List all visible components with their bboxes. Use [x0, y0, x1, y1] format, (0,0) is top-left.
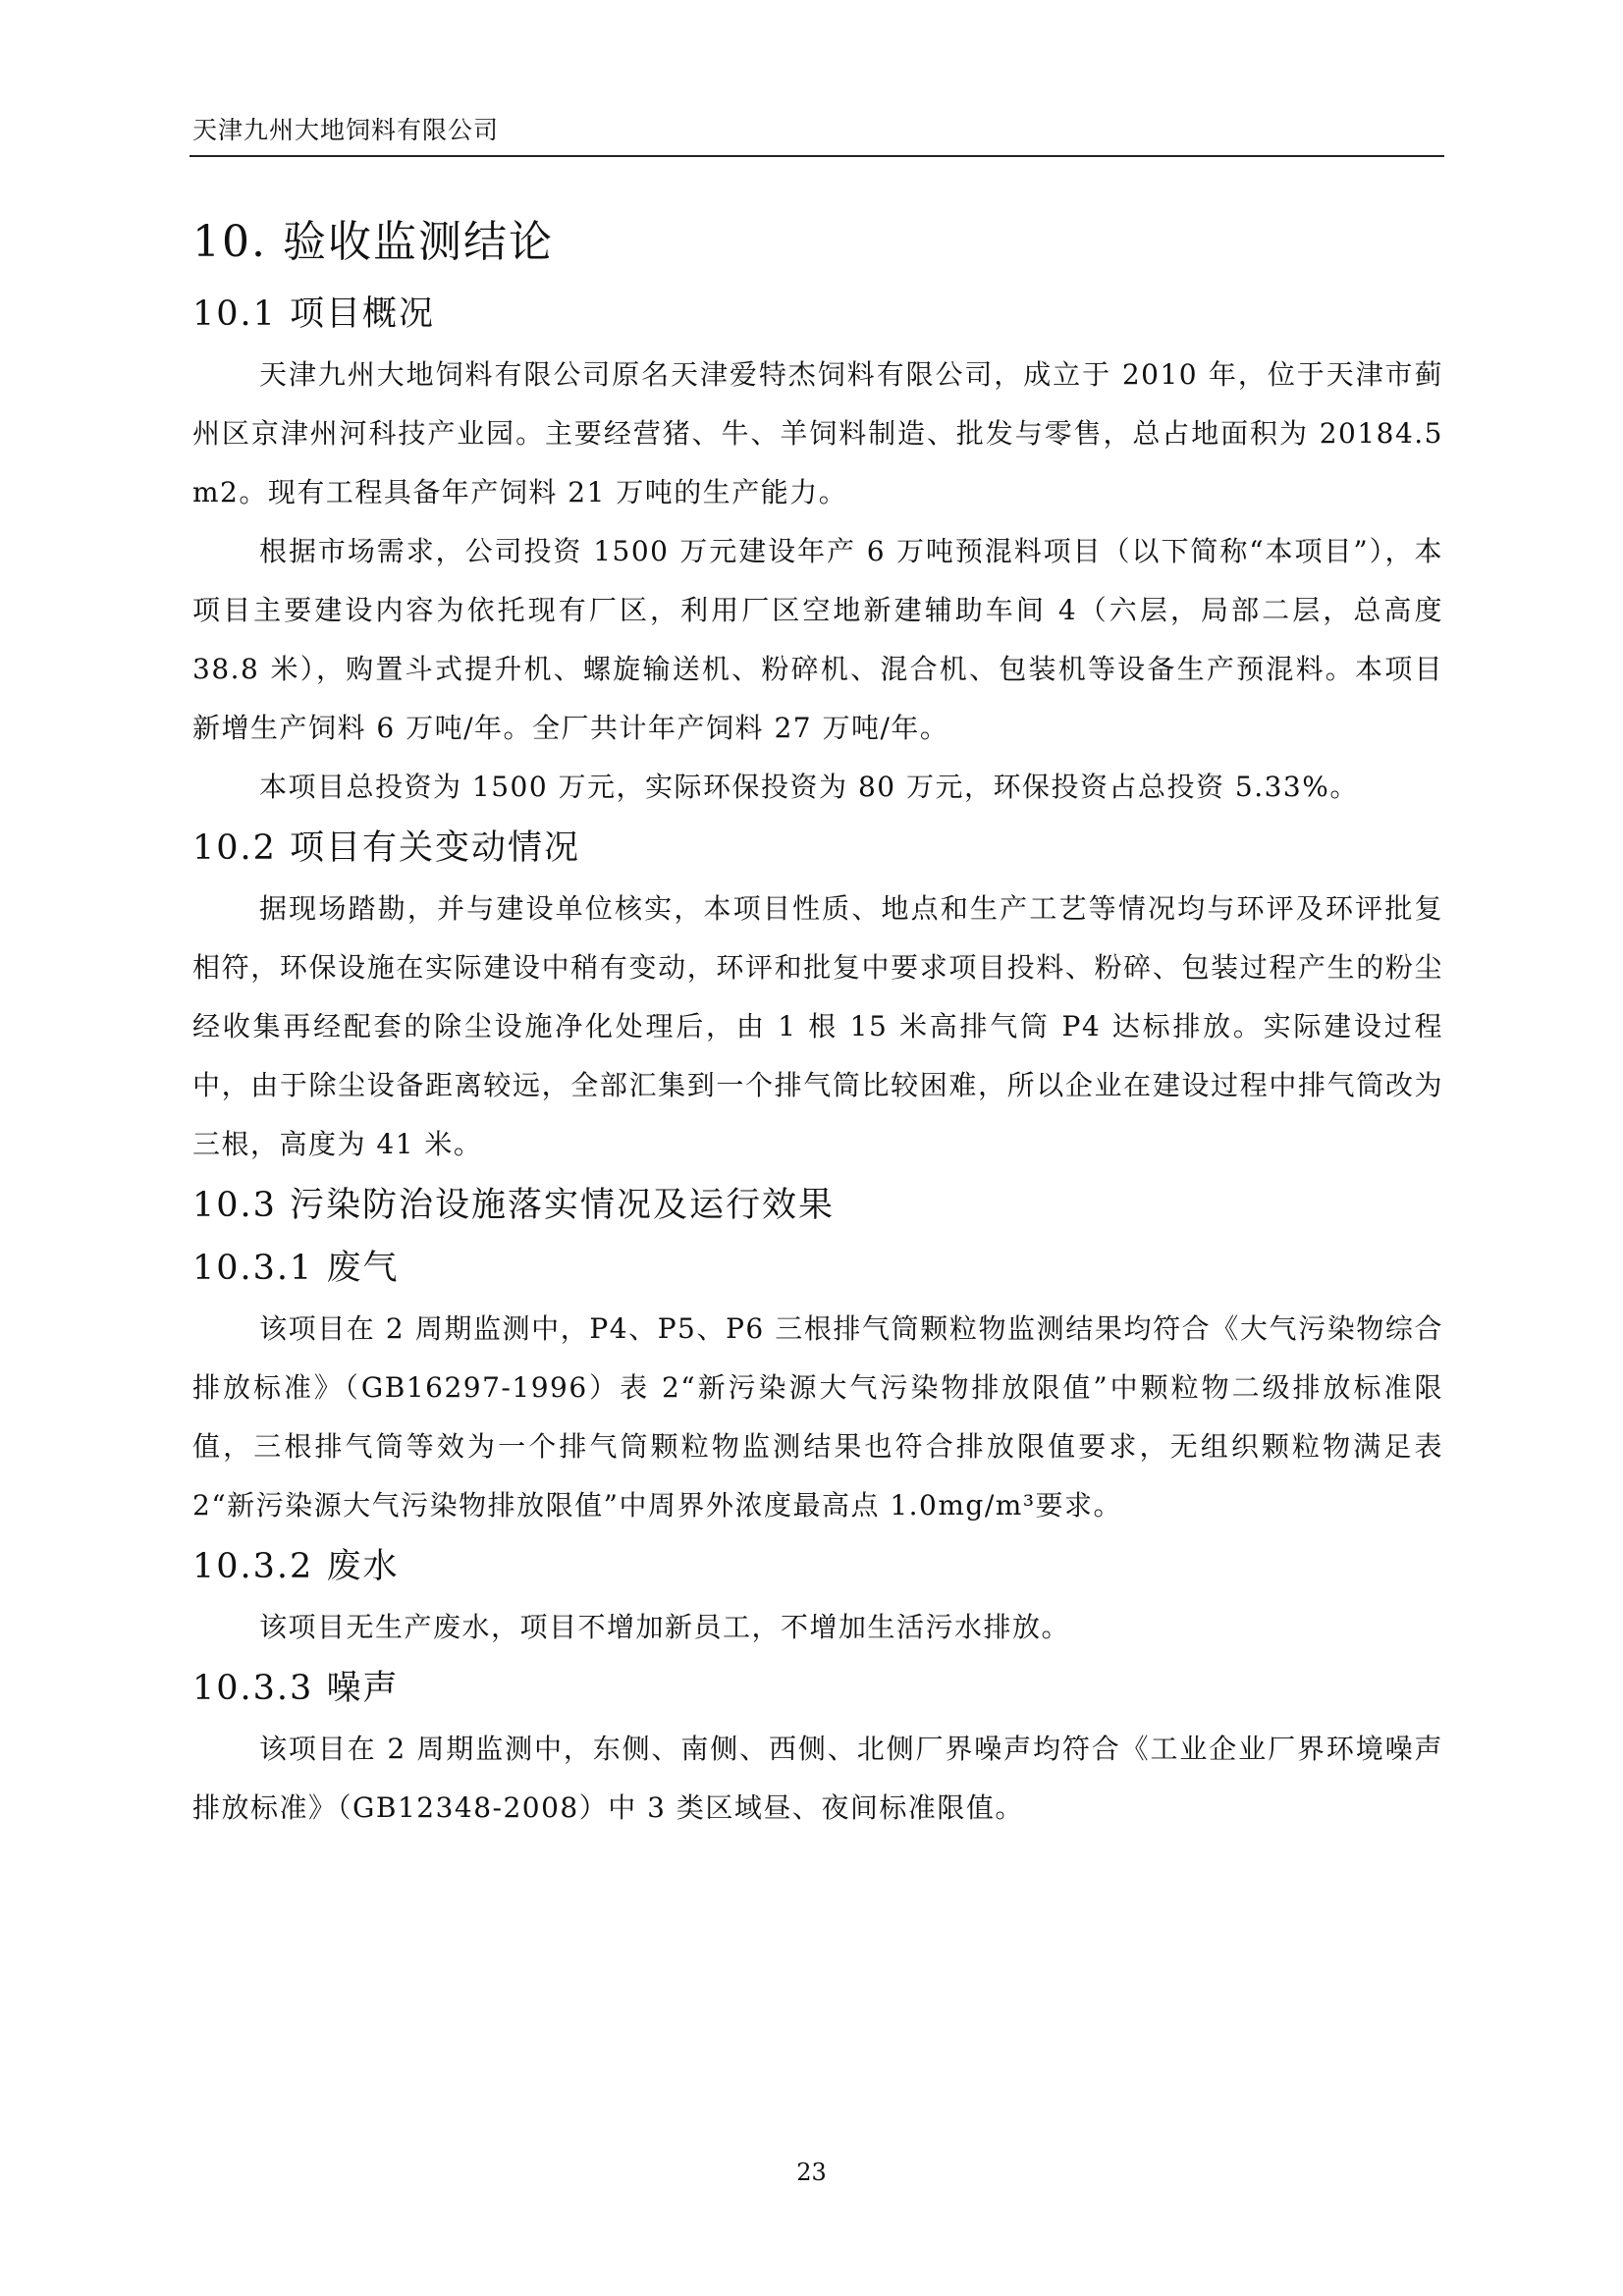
- paragraph-project-overview-3: 本项目总投资为 1500 万元，实际环保投资为 80 万元，环保投资占总投资 5.33%。: [259, 771, 1359, 803]
- subsubsection-title-noise: 10.3.3 噪声: [192, 1669, 400, 1708]
- paragraph-waste-water: 该项目无生产废水，项目不增加新员工，不增加生活污水排放。: [259, 1611, 1071, 1643]
- paragraph-project-overview-2: 根据市场需求，公司投资 1500 万元建设年产 6 万吨预混料项目（以下简称“本项目”），本项目主要建设内容为依托现有厂区，利用厂区空地新建辅助车间 4（六层，局部二层，总高度 38.8 米），购置斗式提升机、螺旋输送机、粉碎机、混合机、包装机等设备生产预混料。本项目新增生产饲料 6 万吨/年。全厂共计年产饲料 27 万吨/年。: [192, 535, 1443, 744]
- subsection-title-pollution-control: 10.3 污染防治设施落实情况及运行效果: [192, 1186, 836, 1225]
- paragraph-waste-gas: 该项目在 2 周期监测中，P4、P5、P6 三根排气筒颗粒物监测结果均符合《大气污染物综合排放标准》（GB16297-1996）表 2“新污染源大气污染物排放限值”中颗粒物二级排放标准限值，三根排气筒等效为一个排气筒颗粒物监测结果也符合排放限值要求，无组织颗粒物满足表 2“新污染源大气污染物排放限值”中周界外浓度最高点 1.0mg/m³要求。: [192, 1312, 1443, 1522]
- page-number: 23: [796, 2159, 827, 2186]
- page-content: [192, 208, 1443, 1838]
- paragraph-project-overview-1: 天津九州大地饲料有限公司原名天津爱特杰饲料有限公司，成立于 2010 年，位于天津市蓟州区京津州河科技产业园。主要经营猪、牛、羊饲料制造、批发与零售，总占地面积为 20184.5 m2。现有工程具备年产饲料 21 万吨的生产能力。: [192, 358, 1443, 508]
- header-rule: [189, 155, 1444, 157]
- section-title: 10. 验收监测结论: [192, 217, 554, 267]
- subsection-title-project-overview: 10.1 项目概况: [192, 294, 436, 334]
- subsection-title-project-changes: 10.2 项目有关变动情况: [192, 828, 581, 868]
- subsubsection-title-waste-water: 10.3.2 废水: [192, 1547, 400, 1586]
- subsubsection-title-waste-gas: 10.3.1 废气: [192, 1249, 400, 1288]
- running-header: 天津九州大地饲料有限公司: [192, 116, 500, 144]
- paragraph-noise: 该项目在 2 周期监测中，东侧、南侧、西侧、北侧厂界噪声均符合《工业企业厂界环境噪声排放标准》（GB12348-2008）中 3 类区域昼、夜间标准限值。: [192, 1733, 1443, 1824]
- paragraph-project-changes: 据现场踏勘，并与建设单位核实，本项目性质、地点和生产工艺等情况均与环评及环评批复相符，环保设施在实际建设中稍有变动，环评和批复中要求项目投料、粉碎、包装过程产生的粉尘经收集再经配套的除尘设施净化处理后，由 1 根 15 米高排气筒 P4 达标排放。实际建设过程中，由于除尘设备距离较远，全部汇集到一个排气筒比较困难，所以企业在建设过程中排气筒改为三根，高度为 41 米。: [192, 892, 1443, 1160]
